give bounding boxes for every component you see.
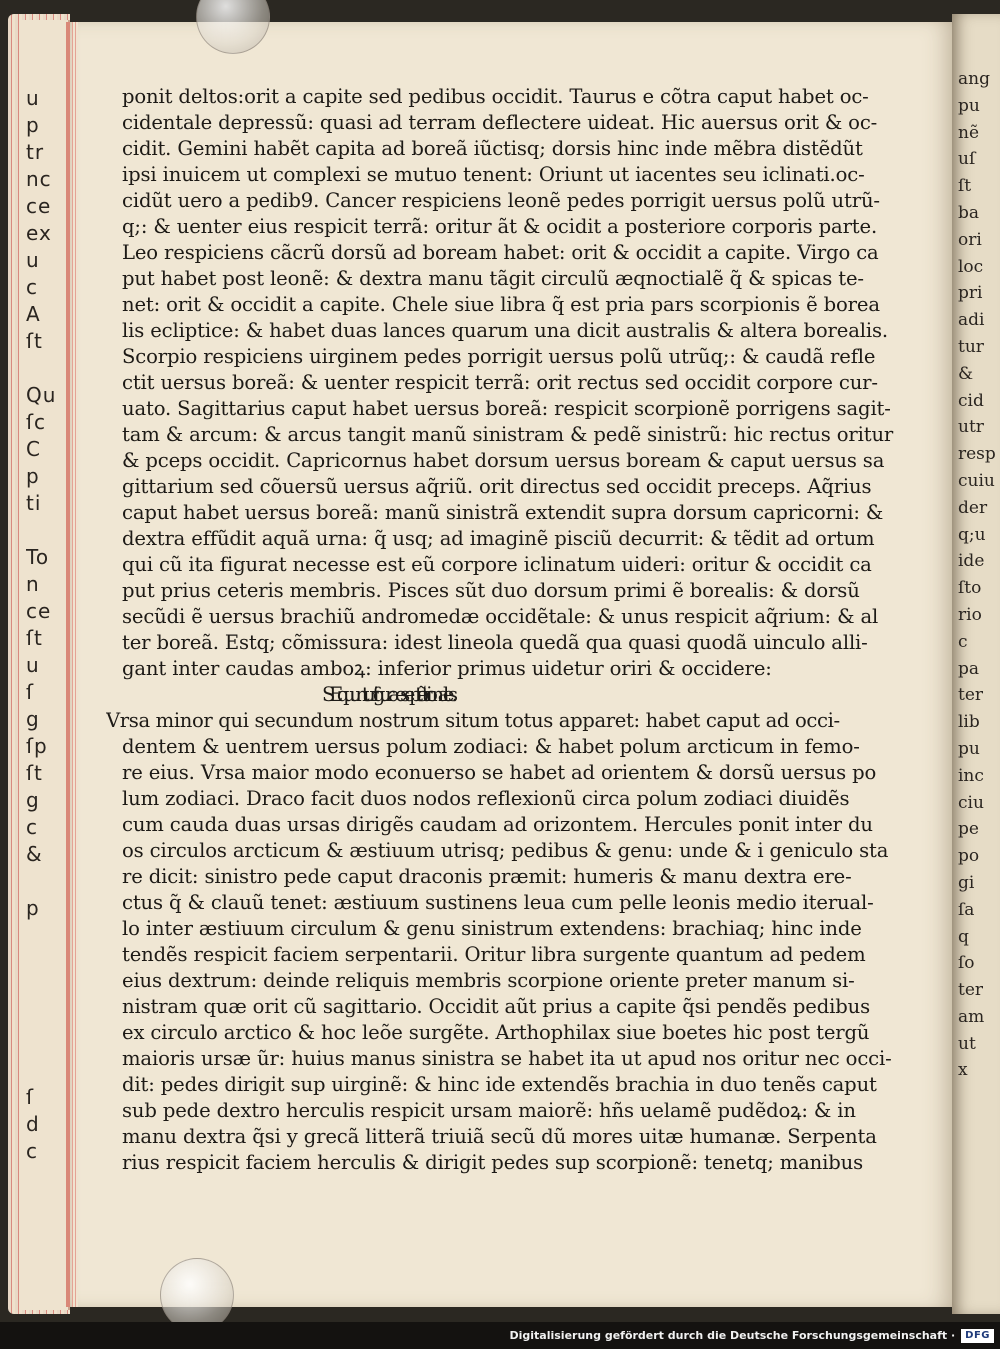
left-margin-fragment: ſt xyxy=(26,761,43,785)
right-margin-fragment: ſo xyxy=(958,953,975,974)
right-margin-fragment: ſt xyxy=(958,176,972,197)
left-margin-fragment xyxy=(26,922,64,949)
right-margin-fragment: ang xyxy=(958,69,990,89)
right-margin-fragment: ſto xyxy=(958,578,982,599)
text-line: net: orit & occidit a capite. Chele siue libra q̃ est pria pars scorpionis ẽ borea xyxy=(122,293,880,316)
text-line: lum zodiaci. Draco facit duos nodos reflexionũ circa polum zodiaci diuidẽs xyxy=(122,787,850,810)
left-margin-fragment: ti xyxy=(26,491,42,515)
left-margin-fragment: p xyxy=(26,113,40,137)
text-line: & pceps occidit. Capricornus habet dorsum uersus boream & caput uersus sa xyxy=(122,449,885,472)
binding-clip-bottom xyxy=(160,1258,234,1322)
left-margin-fragment: ex xyxy=(26,221,52,245)
right-margin-fragment: loc xyxy=(958,256,984,277)
text-line: rius respicit faciem herculis & dirigit pedes sup scorpionẽ: tenetq; manibus xyxy=(122,1151,864,1174)
left-margin-fragment: To xyxy=(26,545,50,569)
left-margin-fragment xyxy=(26,868,64,895)
text-line: caput habet uersus boreã: manũ sinistrã extendit supra dorsum capricorni: & xyxy=(122,501,884,524)
text-line: put habet post leonẽ: & dextra manu tãgit circulũ æqnoctialẽ q̃ & spicas te- xyxy=(122,267,864,290)
left-margin-fragment: ſ xyxy=(26,680,35,704)
right-margin-fragment: lib xyxy=(958,712,980,733)
left-margin-fragment xyxy=(26,949,64,976)
right-margin-fragment: ide xyxy=(958,551,985,572)
left-margin-fragment xyxy=(26,355,64,382)
right-margin-fragment: pu xyxy=(958,95,980,116)
text-line: Leo respiciens cãcrũ dorsũ ad boream habet: orit & occidit a capite. Virgo ca xyxy=(122,241,879,264)
text-line: nistram quæ orit cũ sagittario. Occidit aũt prius a capite q̃si pendẽs pedibus xyxy=(122,995,870,1018)
text-line: gittarium sed cõuersũ uersus aq̃riũ. orit directus sed occidit preceps. Aq̃rius xyxy=(122,475,872,498)
right-margin-fragment: inc xyxy=(958,765,984,786)
right-margin-fragment: rio xyxy=(958,604,982,625)
left-margin-fragment: ſt xyxy=(26,626,43,650)
right-margin-fragment: ſa xyxy=(958,899,975,920)
text-line: uato. Sagittarius caput habet uersus boreã: respicit scorpionẽ porrigens sagit- xyxy=(122,397,891,420)
text-line: eius dextrum: deinde reliquis membris scorpione oriente preter manum si- xyxy=(122,969,855,992)
left-margin-fragment: u xyxy=(26,653,40,677)
text-line: ipsi inuicem ut complexi se mutuo tenent: Oriunt ut iacentes seu iclinati.oc- xyxy=(122,163,865,186)
left-margin-fragment: c xyxy=(26,815,38,839)
text-line: dentem & uentrem uersus polum zodiaci: & habet polum arcticum in femo- xyxy=(122,735,860,758)
left-margin-fragment: & xyxy=(26,842,43,866)
left-margin-fragment: ſp xyxy=(26,734,48,758)
footer-banner xyxy=(0,1322,1000,1349)
text-line: cum cauda duas ursas dirigẽs caudam ad orizontem. Hercules ponit inter du xyxy=(122,813,873,836)
left-margin-fragment: g xyxy=(26,788,40,812)
right-margin-fragment: tur xyxy=(958,336,984,357)
text-line: Scorpio respiciens uirginem pedes porrigit uersus polũ utrũq;: & caudã refle xyxy=(122,345,876,368)
text-line: dextra effũdit aquã urna: q̃ usq; ad imaginẽ pisciũ decurrit: & tẽdit ad ortum xyxy=(122,527,875,550)
text-line: cidit. Gemini habẽt capita ad boreã iũctisq; dorsis hinc inde mẽbra distẽdũt xyxy=(122,137,863,160)
text-line: ter boreã. Estq; cõmissura: idest lineola quedã qua quasi quodã uinculo alli- xyxy=(122,631,868,654)
text-line: manu dextra q̃si y grecã litterã triuiã secũ dũ mores uitæ humanæ. Serpenta xyxy=(122,1125,877,1148)
text-line: gant inter caudas amboꝝ: inferior primus uidetur oriri & occidere: xyxy=(122,657,772,680)
right-margin-fragment: cuiu xyxy=(958,470,995,491)
left-margin-fragment: c xyxy=(26,275,38,299)
dfg-logo-icon[interactable]: DFG xyxy=(961,1329,994,1343)
left-margin-fragment: ſc xyxy=(26,410,47,434)
text-line: ponit deltos:orit a capite sed pedibus occidit. Taurus e cõtra caput habet oc- xyxy=(122,85,869,108)
left-margin-fragment: nc xyxy=(26,167,52,191)
right-margin-fragment: & xyxy=(958,363,974,384)
main-page xyxy=(66,22,956,1307)
text-line: q;: & uenter eius respicit terrã: oritur ãt & ocidit a posteriore corporis parte. xyxy=(122,215,878,238)
text-line: re eius. Vrsa maior modo econuerso se habet ad orientem & dorsũ uersus po xyxy=(122,761,877,784)
text-line: os circulos arcticum & æstiuum utrisq; pedibus & genu: unde & i geniculo sta xyxy=(122,839,889,862)
text-line: sub pede dextro herculis respicit ursam maiorẽ: hñs uelamẽ pudẽdoꝝ: & in xyxy=(122,1099,856,1122)
right-margin-fragment: x xyxy=(958,1060,968,1081)
text-line: secũdi ẽ uersus brachiũ andromedæ occidẽtale: & unus respicit aq̃rium: & al xyxy=(122,605,879,628)
left-margin-fragment: c xyxy=(26,1139,38,1163)
left-margin-fragment xyxy=(26,1057,64,1084)
footer-credit: Digitalisierung gefördert durch die Deutsche Forschungsgemeinschaft · xyxy=(509,1329,956,1342)
text-line: qui cũ ita figurat necesse est eũ corpore iclinatum uideri: oritur & occidit ca xyxy=(122,553,872,576)
right-margin-fragment: ciu xyxy=(958,792,984,813)
right-margin-fragment: der xyxy=(958,497,988,518)
text-line: tendẽs respicit faciem serpentarii. Oritur libra surgente quantum ad pedem xyxy=(122,943,866,966)
right-margin-fragment: am xyxy=(958,1006,985,1027)
right-margin-fragment: ori xyxy=(958,229,982,250)
right-margin-fragment: utr xyxy=(958,417,984,438)
text-line: ctit uersus boreã: & uenter respicit terrã: orit rectus sed occidit corpore cur- xyxy=(122,371,878,394)
right-margin-fragment: nẽ xyxy=(958,122,980,143)
left-margin-fragment: ce xyxy=(26,194,52,218)
right-margin-fragment: c xyxy=(958,631,968,652)
left-margin-fragment: g xyxy=(26,707,40,731)
right-margin-fragment: ter xyxy=(958,980,984,1001)
left-margin-fragment: tr xyxy=(26,140,45,164)
right-margin-fragment: adi xyxy=(958,310,985,331)
right-margin-text xyxy=(958,66,1000,1084)
text-line: maioris ursæ ũr: huius manus sinistra se habet ita ut apud nos oritur nec occi- xyxy=(122,1047,892,1070)
right-margin-fragment: pa xyxy=(958,658,980,679)
text-line: ctus q̃ & clauũ tenet: æstiuum sustinens leua cum pelle leonis medio iterual- xyxy=(122,891,874,914)
right-margin-fragment: pu xyxy=(958,738,980,759)
left-margin-fragment: ſt xyxy=(26,329,43,353)
text-line: Vrsa minor qui secundum nostrum situm totus apparet: habet caput ad occi- xyxy=(106,709,840,732)
left-margin-fragment: ce xyxy=(26,599,52,623)
text-line: re dicit: sinistro pede caput draconis præmit: humeris & manu dextra ere- xyxy=(122,865,852,888)
right-margin-fragment: resp xyxy=(958,444,996,465)
text-line: tam & arcum: & arcus tangit manũ sinistram & pedẽ sinistrũ: hic rectus oritur xyxy=(122,423,894,446)
left-margin-fragment xyxy=(26,517,64,544)
right-margin-fragment: uſ xyxy=(958,149,976,170)
left-margin-fragment: p xyxy=(26,464,40,488)
left-margin-fragment xyxy=(26,1030,64,1057)
section-heading: SEquuntur figuræ septẽtrionales. xyxy=(322,683,452,706)
left-margin-fragment xyxy=(26,1003,64,1030)
right-margin-fragment: cid xyxy=(958,390,984,411)
left-margin-fragment: u xyxy=(26,86,40,110)
left-margin-fragment: ſ xyxy=(26,1085,35,1109)
text-line: put prius ceteris membris. Pisces sũt duo dorsum primi ẽ borealis: & dorsũ xyxy=(122,579,860,602)
right-margin-fragment: po xyxy=(958,846,980,867)
right-margin-fragment: pe xyxy=(958,819,979,840)
text-line: lis ecliptice: & habet duas lances quarum una dicit australis & altera borealis. xyxy=(122,319,888,342)
left-margin-text xyxy=(26,85,64,1165)
right-margin-fragment: q;u xyxy=(958,524,986,545)
left-margin-fragment: Qu xyxy=(26,383,57,407)
left-margin-fragment: n xyxy=(26,572,40,596)
text-line: dit: pedes dirigit sup uirginẽ: & hinc ide extendẽs brachia in duo tenẽs caput xyxy=(122,1073,877,1096)
left-margin-fragment: p xyxy=(26,896,40,920)
right-margin-fragment: ter xyxy=(958,685,984,706)
right-margin-fragment: ut xyxy=(958,1033,976,1054)
left-margin-fragment: d xyxy=(26,1112,40,1136)
right-margin-fragment: pri xyxy=(958,283,983,304)
right-margin-fragment: gi xyxy=(958,872,975,893)
right-margin-fragment: ba xyxy=(958,202,980,223)
left-margin-fragment: u xyxy=(26,248,40,272)
text-line: cidũt uero a pedib9. Cancer respiciens leonẽ pedes porrigit uersus polũ utrũ- xyxy=(122,189,880,212)
page-text xyxy=(106,84,912,1176)
right-margin-fragment: q xyxy=(958,926,969,947)
text-line: cidentale depressũ: quasi ad terram deflectere uideat. Hic auersus orit & oc- xyxy=(122,111,878,134)
text-line: lo inter æstiuum circulum & genu sinistrum extendens: brachiaq; hinc inde xyxy=(122,917,862,940)
left-margin-fragment xyxy=(26,976,64,1003)
left-margin-fragment: C xyxy=(26,437,41,461)
text-line: ex circulo arctico & hoc leõe surgẽte. Arthophilax siue boetes hic post tergũ xyxy=(122,1021,870,1044)
left-margin-fragment: A xyxy=(26,302,41,326)
